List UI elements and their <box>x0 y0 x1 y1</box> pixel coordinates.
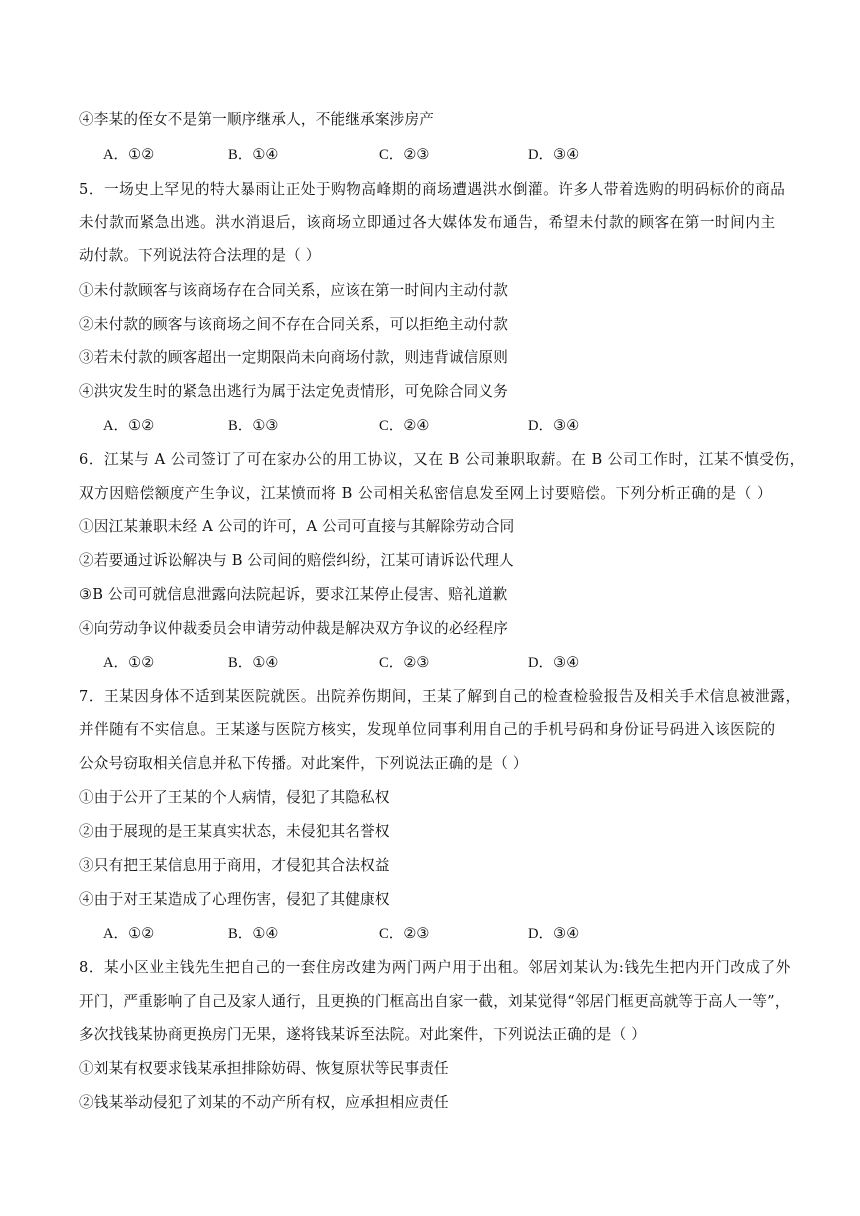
q8-stem-line-2: 开门，严重影响了自己及家人通行，且更换的门框高出自家一截，刘某觉得“邻居门框更高就等于高人一等”， <box>79 993 790 1010</box>
q7-stem-line-3: 公众号窃取相关信息并私下传播。对此案件，下列说法正确的是（ ） <box>79 755 528 772</box>
q7-statement-3: ③只有把王某信息用于商用，才侵犯其合法权益 <box>79 857 390 874</box>
q6-stem-line-1: 6．江某与 A 公司签订了可在家办公的用工协议，又在 B 公司兼职取薪。在 B 公司工作时，江某不慎受伤， <box>79 451 805 468</box>
q6-option-b[interactable]: B．①④ <box>228 654 279 671</box>
q4-option-d[interactable]: D．③④ <box>528 146 580 163</box>
q5-stem-line-1: 5．一场史上罕见的特大暴雨让正处于购物高峰期的商场遭遇洪水倒灌。许多人带着选购的明码标价的商品 <box>79 181 786 198</box>
q4-option-c[interactable]: C．②③ <box>379 146 430 163</box>
q5-option-d[interactable]: D．③④ <box>528 417 580 434</box>
q5-options <box>103 416 663 436</box>
q6-options <box>103 653 663 673</box>
q6-statement-2: ②若要通过诉讼解决与 B 公司间的赔偿纠纷，江某可请诉讼代理人 <box>79 552 514 569</box>
q6-statement-1: ①因江某兼职未经 A 公司的许可，A 公司可直接与其解除劳动合同 <box>79 518 515 535</box>
q7-option-d[interactable]: D．③④ <box>528 925 580 942</box>
q7-statement-2: ②由于展现的是王某真实状态，未侵犯其名誉权 <box>79 823 390 840</box>
q7-options <box>103 924 663 944</box>
q5-option-a[interactable]: A．①② <box>103 417 155 434</box>
q4-options <box>103 145 663 165</box>
q5-option-b[interactable]: B．①③ <box>228 417 279 434</box>
q7-option-a[interactable]: A．①② <box>103 925 155 942</box>
q6-option-d[interactable]: D．③④ <box>528 654 580 671</box>
q5-stem-line-3: 动付款。下列说法符合法理的是（ ） <box>79 247 321 264</box>
q4-option-a[interactable]: A．①② <box>103 146 155 163</box>
q5-statement-1: ①未付款顾客与该商场存在合同关系，应该在第一时间内主动付款 <box>79 282 509 299</box>
q5-statement-3: ③若未付款的顾客超出一定期限尚未向商场付款，则违背诚信原则 <box>79 349 509 366</box>
q7-statement-4: ④由于对王某造成了心理伤害，侵犯了其健康权 <box>79 891 390 908</box>
q8-statement-1: ①刘某有权要求钱某承担排除妨碍、恢复原状等民事责任 <box>79 1060 449 1077</box>
q7-option-b[interactable]: B．①④ <box>228 925 279 942</box>
q8-stem-line-1: 8．某小区业主钱先生把自己的一套住房改建为两门两户用于出租。邻居刘某认为:钱先生把内开门改成了外 <box>79 959 791 976</box>
q5-stem-line-2: 未付款而紧急出逃。洪水消退后，该商场立即通过各大媒体发布通告，希望未付款的顾客在第一时间内主 <box>79 214 776 231</box>
q6-statement-3: ③B 公司可就信息泄露向法院起诉，要求江某停止侵害、赔礼道歉 <box>79 586 508 603</box>
q7-statement-1: ①由于公开了王某的个人病情，侵犯了其隐私权 <box>79 789 390 806</box>
q6-stem-line-2: 双方因赔偿额度产生争议，江某愤而将 B 公司相关私密信息发至网上讨要赔偿。下列分析正确的是（ ） <box>79 485 773 502</box>
q7-option-c[interactable]: C．②③ <box>379 925 430 942</box>
q6-option-c[interactable]: C．②③ <box>379 654 430 671</box>
q8-stem-line-3: 多次找钱某协商更换房门无果，遂将钱某诉至法院。对此案件，下列说法正确的是（ ） <box>79 1026 647 1043</box>
q4-option-b[interactable]: B．①④ <box>228 146 279 163</box>
q6-option-a[interactable]: A．①② <box>103 654 155 671</box>
q5-statement-4: ④洪灾发生时的紧急出逃行为属于法定免责情形，可免除合同义务 <box>79 383 509 400</box>
q6-statement-4: ④向劳动争议仲裁委员会申请劳动仲裁是解决双方争议的必经程序 <box>79 620 509 637</box>
q4-statement-4: ④李某的侄女不是第一顺序继承人，不能继承案涉房产 <box>79 111 435 128</box>
q8-statement-2: ②钱某举动侵犯了刘某的不动产所有权，应承担相应责任 <box>79 1094 449 1111</box>
q7-stem-line-2: 并伴随有不实信息。王某遂与医院方核实，发现单位同事利用自己的手机号码和身份证号码进入该医院的 <box>79 721 776 738</box>
q7-stem-line-1: 7．王某因身体不适到某医院就医。出院养伤期间，王某了解到自己的检查检验报告及相关手术信息被泄露， <box>79 688 801 705</box>
q5-option-c[interactable]: C．②④ <box>379 417 430 434</box>
q5-statement-2: ②未付款的顾客与该商场之间不存在合同关系，可以拒绝主动付款 <box>79 316 509 333</box>
